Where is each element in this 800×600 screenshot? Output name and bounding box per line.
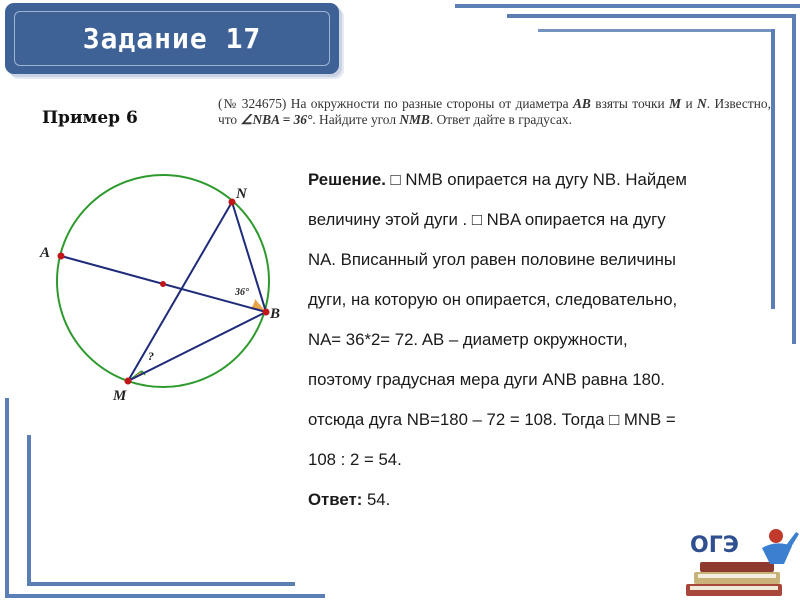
label-unknown-angle: ?	[148, 349, 154, 363]
logo-text: ОГЭ	[690, 533, 739, 558]
problem-number: (№ 324675)	[218, 96, 287, 111]
point-n	[229, 199, 236, 206]
example-label: Пример 6	[42, 108, 138, 128]
book-bottom-pages	[690, 586, 778, 590]
problem-point-m: M	[669, 96, 682, 111]
answer-label: Ответ:	[308, 490, 363, 509]
problem-text-and: и	[685, 96, 693, 111]
problem-angle-condition: ∠NBA = 36°	[240, 111, 313, 127]
problem-text-1: На окружности по разные стороны от диаметра	[290, 96, 569, 111]
figure-head	[769, 529, 783, 543]
problem-text-3: . Известно, что	[218, 96, 771, 127]
label-m: M	[113, 388, 127, 404]
page-title: Задание 17	[82, 22, 262, 55]
problem-text-2: взяты точки	[595, 96, 665, 111]
label-angle-36: 36°	[235, 287, 249, 298]
solution-line-7: отсюда дуга NB=180 – 72 = 108. Тогда □ MNB =	[308, 410, 676, 429]
point-center	[160, 281, 166, 287]
solution-heading: Решение.	[308, 170, 386, 189]
problem-segment-ab: AB	[572, 96, 591, 111]
label-n: N	[236, 186, 247, 202]
solution-line-9	[308, 480, 778, 520]
point-b	[263, 309, 270, 316]
solution-text	[308, 160, 778, 520]
problem-angle-question: NMB	[399, 111, 430, 127]
problem-text-4: . Найдите угол	[312, 111, 396, 127]
point-m	[125, 378, 132, 385]
problem-point-n: N	[697, 96, 707, 111]
solution-line-1-text: □ NMB опирается на дугу NB. Найдем	[385, 170, 687, 189]
problem-text-5: . Ответ дайте в градусах.	[429, 111, 572, 127]
label-a: A	[40, 245, 51, 261]
answer-value: 54.	[362, 490, 391, 509]
book-top	[700, 562, 774, 572]
figure-arm	[784, 532, 799, 552]
solution-line-4: дуги, на которую он опирается, следовательно,	[308, 290, 678, 309]
solution-line-6: поэтому градусная мера дуги ANB равна 180.	[308, 370, 665, 389]
solution-line-1	[308, 160, 778, 200]
point-a	[58, 253, 65, 260]
solution-line-8: 108 : 2 = 54.	[308, 450, 402, 469]
solution-line-2: величину этой дуги . □ NBA опирается на дугу	[308, 210, 666, 229]
oge-logo	[684, 520, 800, 600]
book-middle-pages	[698, 574, 776, 578]
solution-line-5: NA= 36*2= 72. AB – диаметр окружности,	[308, 330, 628, 349]
solution-line-3: NA. Вписанный угол равен половине величины	[308, 250, 676, 269]
label-b: B	[270, 306, 281, 322]
